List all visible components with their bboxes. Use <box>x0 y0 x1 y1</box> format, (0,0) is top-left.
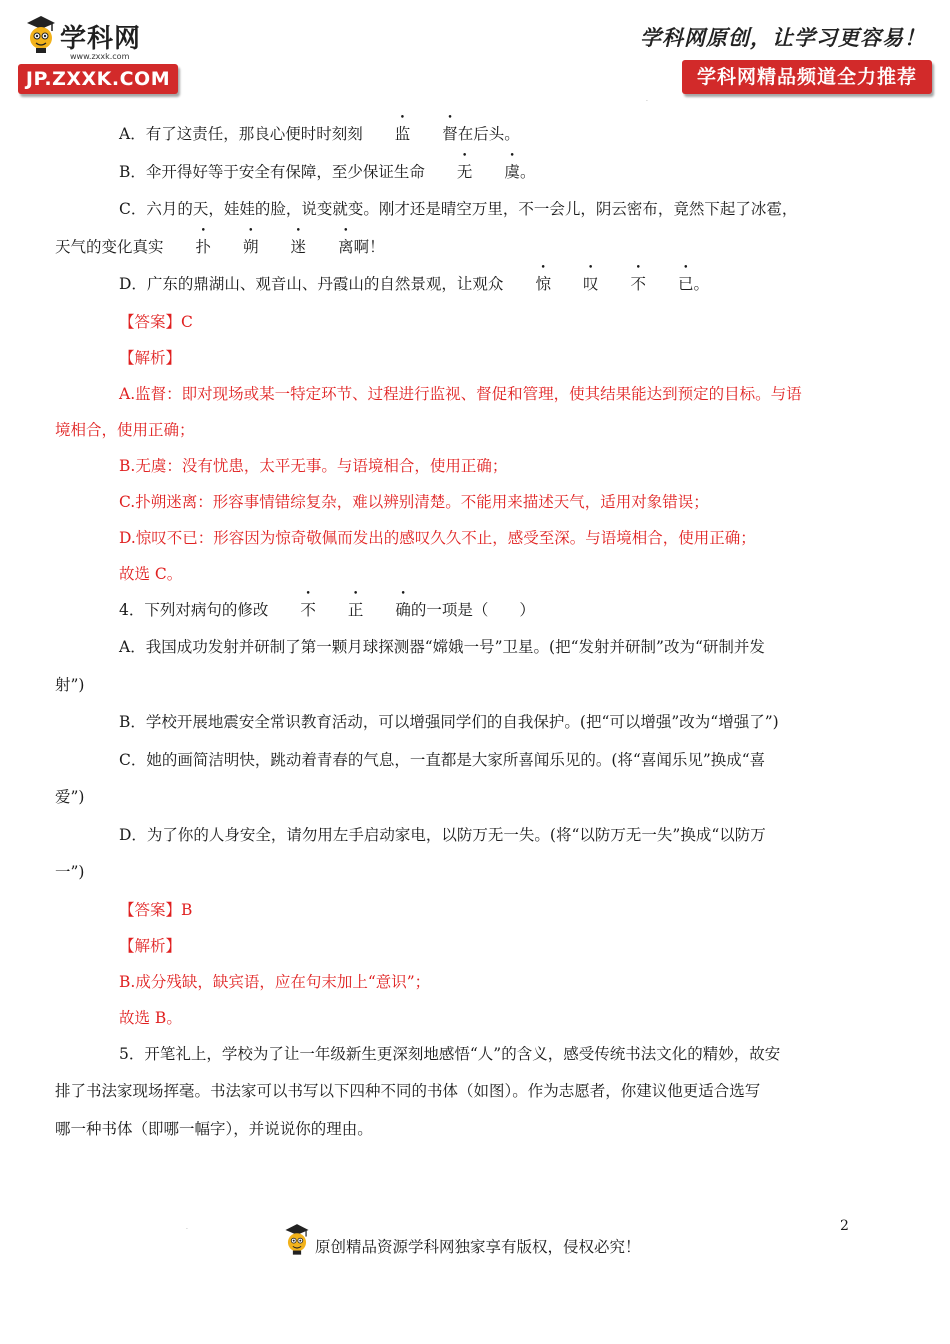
footer-copyright: 原创精品资源学科网独家享有版权，侵权必究！ <box>315 1238 641 1256</box>
q4-option-a: A．我国成功发射并研制了第一颗月球探测器“嫦娥一号”卫星。(把“发射并研制”改为“研制并发 射”) <box>55 638 765 694</box>
logo-title: 学科网 <box>60 23 142 54</box>
logo-band: JP.ZXXK.COM <box>18 64 178 94</box>
q5-stem: 5．开笔礼上，学校为了让一年级新生更深刻地感悟“人”的含义，感受传统书法文化的精妙，故安 排了书法家现场挥毫。书法家可以书写以下四种不同的书体（如图）。作为志愿者，你建议他更适合选写 哪一种书体（即哪一幅字），并说说你的理由。 <box>55 1044 781 1138</box>
scan-dot: · <box>646 98 648 105</box>
q3-analysis-d: D.惊叹不已：形容因为惊奇敬佩而发出的感叹久久不止，感受至深。与语境相合，使用正确； <box>119 528 756 547</box>
q3-answer: 【答案】C <box>119 312 193 331</box>
header-slogan: 学科网原创，让学习更容易！ <box>640 25 926 50</box>
q3-option-b: B．伞开得好等于安全有保障，至少保证生命 无 虞。 <box>119 162 536 181</box>
q3-option-d: D．广东的鼎湖山、观音山、丹霞山的自然景观，让观众 惊 叹 不 已。 <box>119 275 710 293</box>
q3-analysis-b: B.无虞：没有忧患，太平无事。与语境相合，使用正确； <box>119 456 508 475</box>
scan-dot: · <box>186 1226 188 1233</box>
page-number: 2 <box>840 1218 849 1234</box>
q4-option-d: D．为了你的人身安全，请勿用左手启动家电，以防万无一失。(将“以防万无一失”换成“以防万 一”) <box>55 825 766 881</box>
q3-analysis-a: A.监督：即对现场或某一特定环节、过程进行监视、督促和管理，使其结果能达到预定的目标。与语 境相合，使用正确； <box>55 384 802 439</box>
q4-analysis: B.成分残缺，缺宾语，应在句末加上“意识”； <box>119 972 431 991</box>
q4-option-c: C．她的画简洁明快，跳动着青春的气息，一直都是大家所喜闻乐见的。(将“喜闻乐见”换成“喜 爱”) <box>55 750 766 806</box>
q4-analysis-label: 【解析】 <box>119 936 182 955</box>
q4-conclusion: 故选 B。 <box>119 1008 182 1027</box>
document-body <box>55 116 863 1148</box>
q3-option-c: C．六月的天，娃娃的脸，说变就变。刚才还是晴空万里，不一会儿，阴云密布，竟然下起了冰雹， 天气的变化真实 扑 朔 迷 离啊！ <box>55 200 798 256</box>
mascot-icon <box>283 1222 311 1260</box>
site-logo[interactable] <box>18 14 180 98</box>
header-banner: 学科网精品频道全力推荐 <box>682 60 932 94</box>
q3-analysis-label: 【解析】 <box>119 348 182 367</box>
mascot-icon <box>24 14 58 58</box>
q3-conclusion: 故选 C。 <box>119 564 183 583</box>
q4-stem: 4．下列对病句的修改 不 正 确的一项是（ ） <box>119 600 535 619</box>
q3-analysis-c: C.扑朔迷离：形容事情错综复杂，难以辨别清楚。不能用来描述天气，适用对象错误； <box>119 492 709 511</box>
q3-option-a: A．有了这责任，那良心便时时刻刻 监 督在后头。 <box>119 125 520 143</box>
q4-answer: 【答案】B <box>119 900 193 919</box>
footer <box>283 1222 641 1260</box>
logo-url: www.zxxk.com <box>70 52 130 61</box>
q4-option-b: B．学校开展地震安全常识教育活动，可以增强同学们的自我保护。(把“可以增强”改为“增强了”) <box>119 713 779 731</box>
